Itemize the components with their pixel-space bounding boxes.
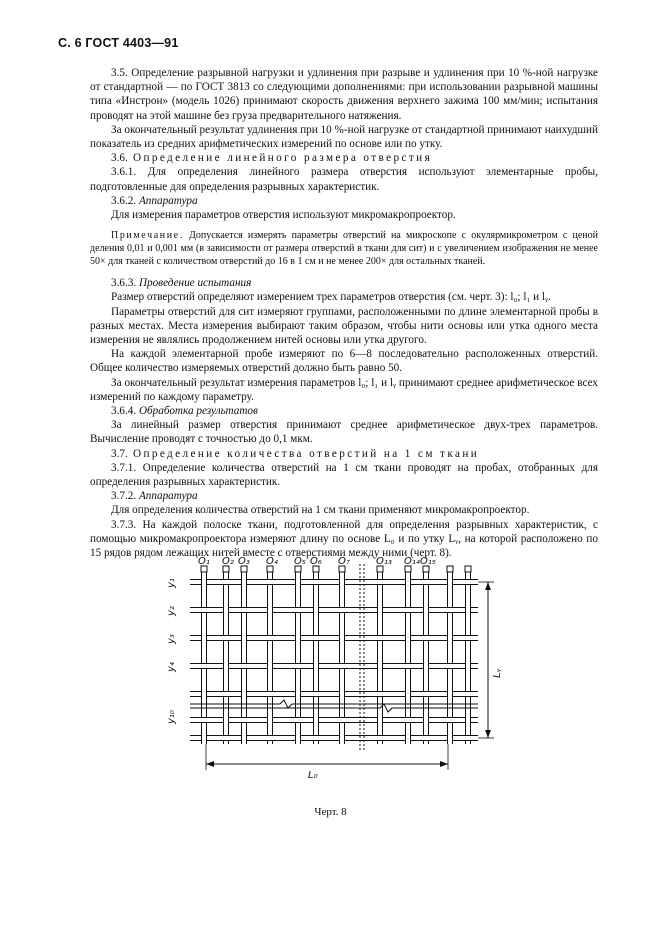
paragraph-3-6-3-d: За окончательный результат измерения параметров l₀; l₁ и lᵧ принимают среднее арифметическое всех измерений по каждому параметру. [90, 376, 598, 403]
weave-crossing [377, 580, 383, 584]
paragraph-3-5: 3.5. Определение разрывной нагрузки и удлинения при разрыве и удлинения при 10 %-ной нагрузке от стандартной — по ГОСТ 3813 со следующими дополнениями: при использовании разрывной машины типа «Инстрон» (модель 1026) принимают скорость движения верхнего зажима 100 мм/мин; испытания проводят на этой машине без груза предварительного натяжения. [90, 67, 598, 122]
warp-end-mark [465, 566, 471, 572]
weave-crossing [340, 635, 344, 641]
weave-crossing [295, 664, 301, 668]
label-o7: O₇ [338, 556, 350, 567]
heading-3-7-2 [90, 489, 598, 503]
label-o1: O₁ [198, 556, 210, 567]
paragraph-3-6-4: За линейный размер отверстия принимают среднее арифметическое двух-трех параметров. Вычисление проводят с точностью до 0,1 мкм. [90, 419, 598, 446]
weave-crossing [242, 735, 246, 741]
paragraph-3-6-1: 3.6.1. Для определения линейного размера отверстия используют элементарные пробы, подготовленные для определения разрывных характеристик. [90, 166, 598, 193]
label-o13: O₁₃ [376, 556, 392, 567]
weave-crossing [202, 691, 206, 697]
weave-crossing [313, 580, 319, 584]
weave-crossing [448, 691, 452, 697]
heading-number: 3.6.3. [111, 277, 137, 290]
weave-crossing [242, 635, 246, 641]
weave-crossing [296, 735, 300, 741]
warp-end-mark [447, 566, 453, 572]
weave-pattern [190, 564, 494, 770]
weave-crossing [295, 718, 301, 722]
break-line [190, 700, 478, 708]
note-text: Допускается измерять параметры отверстий на микроскопе с окулярмикрометром с ценой деления 0,01 и 0,001 мм (в зависимости от размера отверстий в ткани для сит) и с увеличением изображения не менее 50× для тканей с количеством отверстий до 16 в 1 см и не менее 200× для остальных тканей. [90, 230, 598, 268]
heading-number: 3.6.2. [111, 194, 137, 207]
paragraph-3-5-result: За окончательный результат удлинения при 10 %-ной нагрузке от стандартной принимают наихудший показатель из средних арифметических измерений по основе или по утку. [90, 123, 598, 151]
note-label: Примечание. [111, 230, 184, 242]
weave-crossing [223, 636, 229, 640]
weave-crossing [340, 579, 344, 585]
heading-3-7 [90, 447, 598, 461]
weave-crossing [268, 663, 272, 669]
weave-crossing [313, 692, 319, 696]
weave-crossing [223, 692, 229, 696]
paragraph-3-6-2: Для измерения параметров отверстия используют микромакропроектор. [111, 209, 456, 222]
weave-crossing [448, 735, 452, 741]
weave-crossing [313, 636, 319, 640]
weave-crossing [313, 736, 319, 740]
weave-crossing [267, 692, 273, 696]
weave-crossing [224, 663, 228, 669]
arrow-head [440, 761, 448, 767]
page-header: С. 6 ГОСТ 4403—91 [58, 36, 179, 50]
weave-crossing [378, 663, 382, 669]
heading-title: Аппаратура [138, 194, 198, 207]
body-text [90, 66, 598, 560]
weave-crossing [296, 579, 300, 585]
weave-crossing [314, 663, 318, 669]
heading-number: 3.6. [111, 152, 128, 165]
heading-3-6-3 [90, 276, 598, 290]
weave-crossing [423, 692, 429, 696]
weave-crossing [447, 664, 453, 668]
break-line [190, 704, 478, 712]
weave-crossing [406, 579, 410, 585]
label-y3: y₃ [166, 634, 177, 644]
label-y10: y₁₀ [166, 710, 177, 724]
weave-crossing [268, 607, 272, 613]
label-l0: L₀ [308, 770, 318, 781]
weave-crossing [202, 579, 206, 585]
heading-number: 3.6.4. [111, 405, 137, 418]
weave-crossing [465, 580, 471, 584]
weave-crossing [448, 579, 452, 585]
weave-crossing [377, 636, 383, 640]
weave-crossing [448, 635, 452, 641]
heading-3-6-2 [90, 194, 598, 208]
heading-title: Аппаратура [138, 490, 198, 503]
label-o15: O₁₅ [420, 556, 436, 567]
label-ly: Lᵧ [492, 668, 503, 678]
weave-crossing [447, 718, 453, 722]
weave-crossing [314, 607, 318, 613]
label-o3: O₃ [238, 556, 250, 567]
weave-crossing [406, 691, 410, 697]
weave-crossing [268, 717, 272, 723]
label-o2: O₂ [222, 556, 234, 567]
weave-crossing [242, 579, 246, 585]
weave-crossing [267, 580, 273, 584]
paragraph-3-7-3: 3.7.3. На каждой полоске ткани, подготовленной для определения разрывных характеристик, с помощью микромакропроектора измеряют длину по основе L₀ и по утку Lᵧ, на которой расположено по 15 рядов рядом лежащих нитей вместе с отверстиями между ними (черт. 8). [90, 518, 598, 560]
weave-diagram-svg [160, 548, 520, 788]
weave-crossing [423, 580, 429, 584]
weave-crossing [223, 736, 229, 740]
weave-crossing [406, 735, 410, 741]
weave-crossing [466, 717, 470, 723]
paragraph-3-6-3-a: Размер отверстий определяют измерением трех параметров отверстия (см. черт. 3): l₀; l₁ и lᵧ. [111, 291, 551, 304]
label-y2: y₂ [166, 606, 177, 616]
weave-crossing [296, 635, 300, 641]
weave-crossing [224, 717, 228, 723]
heading-title: Определение количества отверстий на 1 см ткани [132, 447, 480, 460]
weave-crossing [423, 636, 429, 640]
weave-crossing [241, 718, 247, 722]
weave-crossing [201, 718, 207, 722]
heading-number: 3.7.2. [111, 490, 137, 503]
arrow-head [206, 761, 214, 767]
weave-crossing [201, 664, 207, 668]
weave-crossing [223, 580, 229, 584]
heading-title: Обработка результатов [138, 405, 258, 418]
weave-crossing [242, 691, 246, 697]
heading-number: 3.7. [111, 447, 128, 460]
weave-crossing [340, 735, 344, 741]
weave-crossing [405, 718, 411, 722]
weave-crossing [241, 608, 247, 612]
weave-crossing [340, 691, 344, 697]
paragraph-3-6-3-b: Параметры отверстий для сит измеряют группами, расположенными по длине элементарной пробы в разных местах. Места измерения выбирают таким образом, чтобы нити основы или утка одного места измерения не являлись продолжением нитей основы или утка другого. [90, 305, 598, 347]
weave-crossing [466, 663, 470, 669]
note [90, 229, 598, 268]
weave-crossing [202, 735, 206, 741]
paragraph-3-7-1: 3.7.1. Определение количества отверстий на 1 см ткани проводят на пробах, отобранных для определения разрывных характеристик. [90, 461, 598, 489]
weave-crossing [405, 664, 411, 668]
weave-crossing [295, 608, 301, 612]
weave-crossing [202, 635, 206, 641]
weave-diagram [160, 548, 520, 793]
label-o5: O₅ [294, 556, 306, 567]
heading-title: Определение линейного размера отверстия [132, 152, 433, 165]
weave-crossing [201, 608, 207, 612]
paragraph-3-6-3-c: На каждой элементарной пробе измеряют по 6—8 последовательно расположенных отверстий. Общее количество измеряемых отверстий должно быть равно 50. [90, 348, 598, 375]
weave-crossing [424, 717, 428, 723]
weave-crossing [424, 607, 428, 613]
weave-crossing [424, 663, 428, 669]
weave-crossing [465, 692, 471, 696]
weave-crossing [465, 636, 471, 640]
weave-crossing [378, 717, 382, 723]
label-y4: y₄ [166, 662, 177, 672]
label-y1: y₁ [166, 578, 177, 588]
figure-caption: Черт. 8 [314, 806, 347, 818]
heading-title: Проведение испытания [138, 277, 252, 290]
weave-crossing [405, 608, 411, 612]
weave-crossing [406, 635, 410, 641]
weave-crossing [296, 691, 300, 697]
paragraph-3-7-2: Для определения количества отверстий на 1 см ткани применяют микромакропроектор. [111, 504, 530, 517]
weave-crossing [377, 692, 383, 696]
arrow-head [485, 582, 491, 590]
weave-crossing [466, 607, 470, 613]
label-o6: O₆ [310, 556, 322, 567]
weave-crossing [423, 736, 429, 740]
weave-crossing [377, 736, 383, 740]
weave-crossing [339, 608, 345, 612]
weave-crossing [267, 736, 273, 740]
weave-crossing [241, 664, 247, 668]
label-o4: O₄ [266, 556, 278, 567]
label-o14: O₁₄ [404, 556, 420, 567]
heading-3-6 [90, 151, 598, 165]
weave-crossing [339, 664, 345, 668]
weave-crossing [267, 636, 273, 640]
heading-3-6-4 [90, 404, 598, 418]
weave-crossing [314, 717, 318, 723]
arrow-head [485, 730, 491, 738]
weave-crossing [378, 607, 382, 613]
weave-crossing [339, 718, 345, 722]
weave-crossing [224, 607, 228, 613]
weave-crossing [465, 736, 471, 740]
weave-crossing [447, 608, 453, 612]
